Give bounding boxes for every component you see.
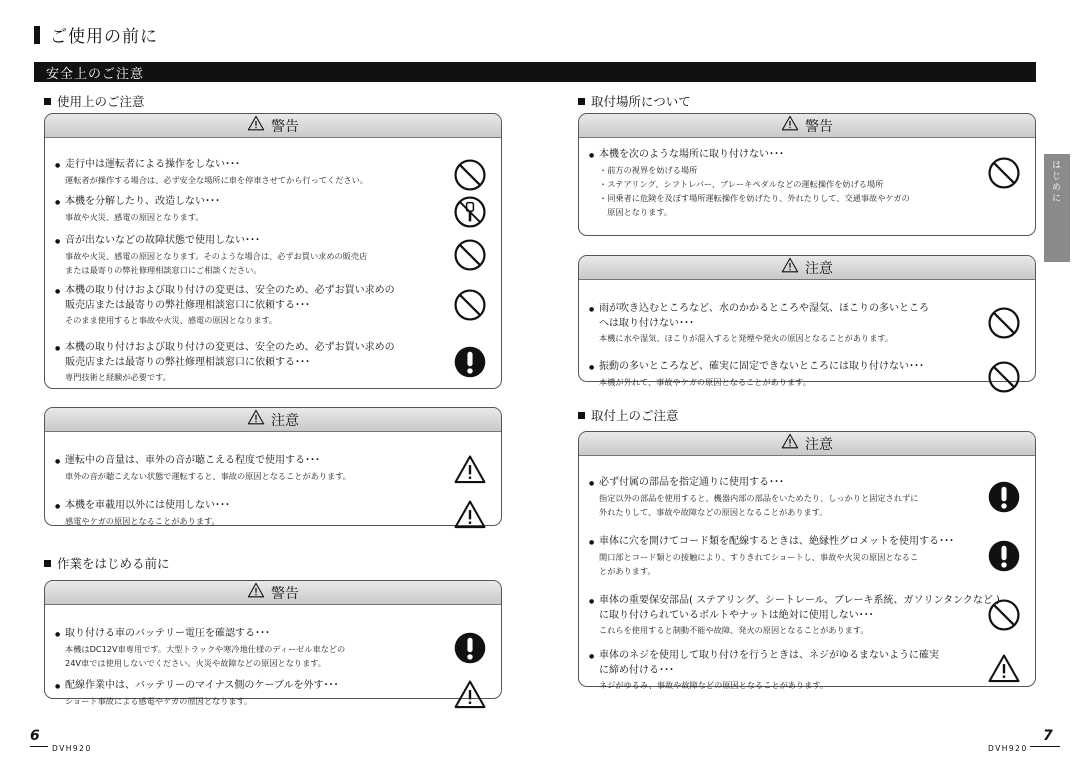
warning-triangle-icon [247, 582, 271, 602]
mandatory-icon [987, 480, 1021, 518]
item-main-text [55, 627, 345, 642]
safety-item [589, 360, 924, 389]
safety-item [55, 341, 395, 384]
mandatory-icon [453, 345, 487, 383]
item-main-text [589, 360, 924, 375]
item-detail-text: 指定以外の部品を使用すると、機器内部の部品をいためたり、しっかりと固定されずに [599, 493, 919, 503]
subhead-mount-location-text: 取付場所について [591, 94, 691, 109]
mandatory-icon [987, 539, 1021, 577]
item-detail-text: 車外の音が聴こえない状態で運転すると、事故の原因となることがあります。 [65, 471, 351, 481]
item-detail-text: 運転者が操作する場合は、必ず安全な場所に車を停車させてから行ってください。 [65, 175, 368, 185]
safety-item [55, 499, 230, 528]
subhead-mount-location [578, 92, 691, 110]
no-disassembly-icon [453, 195, 487, 233]
item-main-line: 販売店または最寄りの弊社修理相談窓口に依頼する･･･ [65, 300, 310, 311]
item-main-text [589, 317, 929, 331]
item-main-line: 配線作業中は、バッテリーのマイナス側のケーブルを外す･･･ [65, 680, 339, 691]
item-detail-text: 事故や火災、感電の原因となります。 [65, 212, 204, 222]
item-main-text [589, 302, 929, 317]
item-main-line: 振動の多いところなど、確実に固定できないところには取り付けない･･･ [599, 361, 924, 372]
item-detail-text: または最寄りの弊社修理相談窓口にご相談ください。 [65, 265, 262, 275]
warning-label: 警告 [271, 585, 299, 602]
item-main-text [55, 356, 395, 370]
bullet-dot: ● [589, 152, 595, 159]
bullet-dot: ● [55, 683, 61, 690]
item-main-line: 本機の取り付けおよび取り付けの変更は、安全のため、必ずお買い求めの [65, 342, 395, 353]
prohibition-icon [453, 158, 487, 196]
side-tab [1044, 154, 1070, 262]
item-main-line: に締め付ける･･･ [599, 665, 674, 676]
safety-item [55, 679, 339, 708]
item-detail-text: 開口部とコード類との接触により、すりきれてショートし、事故や火災の原因となるこ [599, 552, 919, 562]
warning-box-location [578, 113, 1036, 236]
item-main-line: 走行中は運転者による操作をしない･･･ [65, 159, 240, 170]
model-name-right: DVH920 [988, 744, 1028, 753]
warning-triangle-icon [781, 257, 805, 277]
bullet-dot: ● [55, 345, 61, 352]
safety-item [589, 649, 939, 692]
square-bullet-icon [578, 412, 585, 419]
warning-label: 警告 [805, 118, 833, 135]
prohibition-icon [987, 156, 1021, 194]
item-main-line: 取り付ける車のバッテリー電圧を確認する･･･ [65, 628, 270, 639]
warning-triangle-icon [247, 409, 271, 429]
item-main-line: へは取り付けない･･･ [599, 318, 694, 329]
item-main-line: 車体の重要保安部品( ステアリング、シートレール、ブレーキ系統、ガソリンタンクなど ) [599, 595, 1000, 606]
item-main-line: 本機を分解したり、改造しない･･･ [65, 196, 220, 207]
item-main-line: 販売店または最寄りの弊社修理相談窓口に依頼する･･･ [65, 357, 310, 368]
safety-item [55, 454, 351, 483]
warning-triangle-icon [247, 115, 271, 135]
item-detail-text: そのまま使用すると事故や火災、感電の原因となります。 [65, 315, 278, 325]
subhead-use-caution [44, 92, 145, 110]
section-bar [34, 62, 1036, 82]
item-main-text [55, 195, 220, 210]
safety-item [589, 476, 918, 519]
caution-box-mount [578, 431, 1036, 690]
warning-triangle-icon [781, 115, 805, 135]
prohibition-icon [453, 288, 487, 326]
item-main-line: 本機の取り付けおよび取り付けの変更は、安全のため、必ずお買い求めの [65, 285, 395, 296]
page-number-rule [1030, 746, 1060, 747]
item-main-text [55, 499, 230, 514]
item-main-text [55, 284, 395, 299]
item-detail-text: とがあります。 [599, 566, 656, 576]
page-number-rule [30, 746, 48, 747]
item-main-text [55, 299, 395, 313]
bullet-dot: ● [55, 162, 61, 169]
bullet-dot: ● [589, 480, 595, 487]
item-main-line: 音が出ないなどの故障状態で使用しない･･･ [65, 235, 260, 246]
item-detail-text: ・ステアリング、シフトレバー、ブレーキペダルなどの運転操作を妨げる場所 [599, 179, 884, 189]
bullet-dot: ● [55, 503, 61, 510]
item-detail-text: 外れたりして、事故や故障などの原因となることがあります。 [599, 507, 828, 517]
subhead-use-caution-text: 使用上のご注意 [57, 94, 145, 109]
bullet-dot: ● [589, 364, 595, 371]
page-number-left: 6 [30, 728, 40, 744]
item-main-text [589, 476, 918, 491]
item-main-text [55, 234, 367, 249]
safety-item [589, 302, 929, 345]
page-number-right: 7 [1043, 728, 1053, 744]
item-detail-text: ネジがゆるみ、事故や故障などの原因となることがあります。 [599, 680, 829, 690]
bullet-dot: ● [55, 288, 61, 295]
item-detail-text: ・同乗者に危険を及ぼす場所運転操作を妨げたり、外れたりして、交通事故やケガの [599, 193, 910, 203]
warning-box-header [45, 114, 501, 138]
caution-box-header [45, 408, 501, 432]
bullet-dot: ● [55, 458, 61, 465]
item-detail-text: 24V車では使用しないでください。火災や故障などの原因となります。 [65, 658, 326, 668]
warning-box-before-work [44, 580, 502, 706]
caution-icon [453, 454, 487, 489]
subhead-before-work-text: 作業をはじめる前に [57, 556, 170, 571]
bullet-dot: ● [55, 631, 61, 638]
title-mark [34, 26, 40, 44]
prohibition-icon [987, 598, 1021, 636]
item-detail-text: 本機に水や湿気、ほこりが混入すると発煙や発火の原因となることがあります。 [599, 333, 894, 343]
square-bullet-icon [44, 560, 51, 567]
safety-item [55, 158, 368, 187]
page-title-text: ご使用の前に [50, 27, 158, 47]
bullet-dot: ● [55, 238, 61, 245]
caution-label: 注意 [805, 436, 833, 453]
item-main-text [55, 454, 351, 469]
safety-item [589, 148, 910, 219]
item-detail-text: 専門技術と経験が必要です。 [65, 372, 171, 382]
bullet-dot: ● [589, 653, 595, 660]
mandatory-icon [453, 631, 487, 669]
item-main-text [589, 594, 1000, 609]
square-bullet-icon [578, 98, 585, 105]
warning-box-header [45, 581, 501, 605]
bullet-dot: ● [589, 539, 595, 546]
item-detail-text: 事故や火災、感電の原因となります。そのような場合は、必ずお買い求めの販売店 [65, 251, 368, 261]
item-detail-text: 本機が外れて、事故やケガの原因となることがあります。 [599, 377, 811, 387]
square-bullet-icon [44, 98, 51, 105]
safety-item [55, 284, 395, 327]
section-bar-label: 安全上のご注意 [46, 67, 145, 82]
caution-icon [453, 679, 487, 714]
subhead-before-work [44, 554, 170, 572]
prohibition-icon [453, 238, 487, 276]
caution-box-location [578, 255, 1036, 387]
item-main-line: 本機を車載用以外には使用しない･･･ [65, 500, 230, 511]
caution-label: 注意 [271, 412, 299, 429]
item-main-text [589, 535, 954, 550]
model-name-left: DVH920 [52, 744, 92, 753]
item-main-text [589, 664, 939, 678]
page-title [34, 22, 158, 47]
item-main-line: 必ず付属の部品を指定通りに使用する･･･ [599, 477, 784, 488]
item-main-text [589, 649, 939, 664]
item-detail-text: 感電やケガの原因となることがあります。 [65, 516, 220, 526]
caution-box-header [579, 432, 1035, 456]
item-main-line: 雨が吹き込むところなど、水のかかるところや湿気、ほこりの多いところ [599, 303, 929, 314]
warning-label: 警告 [271, 118, 299, 135]
warning-box-header [579, 114, 1035, 138]
caution-box-use [44, 407, 502, 526]
safety-item [589, 594, 1000, 637]
item-detail-text: ・前方の視界を妨げる場所 [599, 165, 698, 175]
safety-item [589, 535, 954, 578]
item-main-text [589, 609, 1000, 623]
warning-triangle-icon [781, 433, 805, 453]
bullet-dot: ● [589, 306, 595, 313]
item-main-line: に取り付けられているボルトやナットは絶対に使用しない･･･ [599, 610, 874, 621]
item-detail-text: 原因となります。 [599, 207, 673, 217]
warning-box-use [44, 113, 502, 389]
prohibition-icon [987, 306, 1021, 344]
item-main-line: 車体に穴を開けてコード類を配線するときは、絶縁性グロメットを使用する･･･ [599, 536, 954, 547]
item-main-text [589, 148, 910, 163]
caution-icon [987, 653, 1021, 688]
item-main-text [55, 679, 339, 694]
bullet-dot: ● [589, 598, 595, 605]
caution-box-header [579, 256, 1035, 280]
item-main-line: 運転中の音量は、車外の音が聴こえる程度で使用する･･･ [65, 455, 320, 466]
caution-icon [453, 499, 487, 534]
item-detail-text: ショート事故による感電やケガの原因となります。 [65, 696, 253, 706]
safety-item [55, 195, 220, 224]
subhead-mount-caution-text: 取付上のご注意 [591, 408, 679, 423]
item-detail-text: 本機はDC12V車専用です。大型トラックや寒冷地仕様のディーゼル車などの [65, 644, 346, 654]
item-main-line: 車体のネジを使用して取り付けを行うときは、ネジがゆるまないように確実 [599, 650, 939, 661]
subhead-mount-caution [578, 406, 679, 424]
item-main-text [55, 341, 395, 356]
bullet-dot: ● [55, 199, 61, 206]
safety-item [55, 627, 345, 670]
side-tab-label: はじめに [1050, 160, 1060, 204]
item-detail-text: これらを使用すると制動不能や故障、発火の原因となることがあります。 [599, 625, 869, 635]
safety-item [55, 234, 367, 277]
item-main-text [55, 158, 368, 173]
prohibition-icon [987, 360, 1021, 398]
item-main-line: 本機を次のような場所に取り付けない･･･ [599, 149, 784, 160]
caution-label: 注意 [805, 260, 833, 277]
